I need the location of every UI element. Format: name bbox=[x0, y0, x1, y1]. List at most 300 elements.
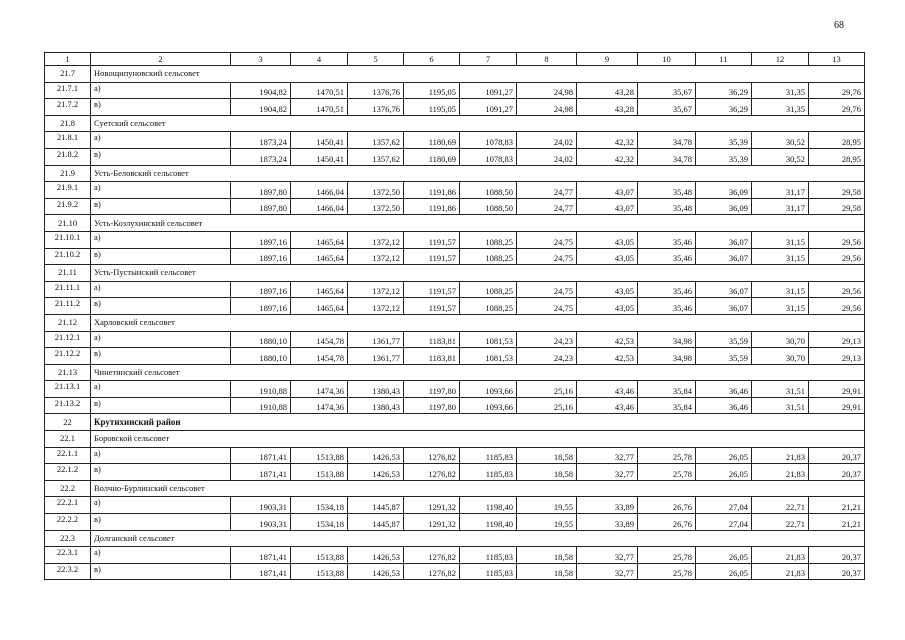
section-code: 21.7 bbox=[45, 66, 91, 83]
row-label: в) bbox=[91, 397, 231, 414]
row-code: 22.2.2 bbox=[45, 514, 91, 531]
value-cell: 1465,64 bbox=[291, 231, 348, 248]
row-code: 21.10.2 bbox=[45, 248, 91, 265]
value-cell: 1465,64 bbox=[291, 298, 348, 315]
section-row bbox=[45, 165, 865, 182]
value-cell: 26,05 bbox=[696, 447, 752, 464]
value-cell: 36,07 bbox=[696, 231, 752, 248]
row-code: 21.11.2 bbox=[45, 298, 91, 315]
value-cell: 31,35 bbox=[752, 99, 809, 116]
value-cell: 35,46 bbox=[638, 248, 696, 265]
value-cell: 1361,77 bbox=[348, 331, 404, 348]
table-row bbox=[45, 132, 865, 149]
value-cell: 1871,41 bbox=[231, 447, 291, 464]
value-cell: 1088,25 bbox=[460, 248, 517, 265]
section-code: 21.10 bbox=[45, 215, 91, 232]
value-cell: 20,37 bbox=[809, 447, 865, 464]
row-code: 21.12.2 bbox=[45, 348, 91, 365]
row-label: а) bbox=[91, 547, 231, 564]
value-cell: 20,37 bbox=[809, 547, 865, 564]
value-cell: 1897,16 bbox=[231, 281, 291, 298]
value-cell: 1880,10 bbox=[231, 331, 291, 348]
value-cell: 1426,53 bbox=[348, 563, 404, 580]
value-cell: 31,51 bbox=[752, 397, 809, 414]
table-row bbox=[45, 182, 865, 199]
value-cell: 1185,83 bbox=[460, 464, 517, 481]
value-cell: 1372,12 bbox=[348, 231, 404, 248]
value-cell: 1195,05 bbox=[404, 99, 460, 116]
section-row bbox=[45, 480, 865, 497]
row-code: 21.9.2 bbox=[45, 198, 91, 215]
value-cell: 1513,88 bbox=[291, 547, 348, 564]
row-label: в) bbox=[91, 198, 231, 215]
value-cell: 1078,83 bbox=[460, 148, 517, 165]
value-cell: 1191,57 bbox=[404, 281, 460, 298]
value-cell: 29,56 bbox=[809, 231, 865, 248]
value-cell: 1185,83 bbox=[460, 447, 517, 464]
section-row bbox=[45, 530, 865, 547]
value-cell: 36,46 bbox=[696, 397, 752, 414]
row-code: 22.3.2 bbox=[45, 563, 91, 580]
header-cell: 2 bbox=[91, 53, 231, 66]
value-cell: 1088,50 bbox=[460, 182, 517, 199]
value-cell: 28,95 bbox=[809, 148, 865, 165]
value-cell: 36,07 bbox=[696, 298, 752, 315]
section-code: 21.8 bbox=[45, 115, 91, 132]
page-number: 68 bbox=[834, 20, 844, 31]
value-cell: 21,83 bbox=[752, 547, 809, 564]
value-cell: 29,76 bbox=[809, 82, 865, 99]
section-code: 21.9 bbox=[45, 165, 91, 182]
value-cell: 35,84 bbox=[638, 397, 696, 414]
value-cell: 42,32 bbox=[577, 132, 638, 149]
value-cell: 25,78 bbox=[638, 563, 696, 580]
value-cell: 25,78 bbox=[638, 547, 696, 564]
value-cell: 35,39 bbox=[696, 132, 752, 149]
value-cell: 26,05 bbox=[696, 464, 752, 481]
value-cell: 26,76 bbox=[638, 514, 696, 531]
value-cell: 36,09 bbox=[696, 182, 752, 199]
value-cell: 1380,43 bbox=[348, 381, 404, 398]
value-cell: 29,13 bbox=[809, 331, 865, 348]
value-cell: 1450,41 bbox=[291, 148, 348, 165]
value-cell: 1897,80 bbox=[231, 198, 291, 215]
value-cell: 34,78 bbox=[638, 132, 696, 149]
value-cell: 25,78 bbox=[638, 447, 696, 464]
value-cell: 18,58 bbox=[517, 464, 577, 481]
value-cell: 22,71 bbox=[752, 514, 809, 531]
value-cell: 20,37 bbox=[809, 464, 865, 481]
value-cell: 30,52 bbox=[752, 132, 809, 149]
header-cell: 1 bbox=[45, 53, 91, 66]
value-cell: 1276,82 bbox=[404, 563, 460, 580]
value-cell: 34,78 bbox=[638, 148, 696, 165]
value-cell: 18,58 bbox=[517, 563, 577, 580]
value-cell: 24,75 bbox=[517, 298, 577, 315]
value-cell: 36,07 bbox=[696, 281, 752, 298]
header-cell: 9 bbox=[577, 53, 638, 66]
value-cell: 36,07 bbox=[696, 248, 752, 265]
value-cell: 21,21 bbox=[809, 497, 865, 514]
value-cell: 1871,41 bbox=[231, 563, 291, 580]
table-row bbox=[45, 514, 865, 531]
value-cell: 1466,04 bbox=[291, 182, 348, 199]
value-cell: 25,16 bbox=[517, 381, 577, 398]
value-cell: 35,59 bbox=[696, 348, 752, 365]
value-cell: 1426,53 bbox=[348, 447, 404, 464]
value-cell: 31,15 bbox=[752, 281, 809, 298]
value-cell: 31,15 bbox=[752, 248, 809, 265]
value-cell: 1185,83 bbox=[460, 547, 517, 564]
row-code: 21.13.1 bbox=[45, 381, 91, 398]
value-cell: 1191,57 bbox=[404, 231, 460, 248]
row-label: а) bbox=[91, 331, 231, 348]
value-cell: 24,23 bbox=[517, 331, 577, 348]
value-cell: 35,67 bbox=[638, 99, 696, 116]
section-title: Суетский сельсовет bbox=[91, 115, 865, 132]
value-cell: 1474,36 bbox=[291, 397, 348, 414]
value-cell: 1880,10 bbox=[231, 348, 291, 365]
value-cell: 1191,86 bbox=[404, 198, 460, 215]
value-cell: 43,05 bbox=[577, 281, 638, 298]
value-cell: 21,83 bbox=[752, 447, 809, 464]
row-label: а) bbox=[91, 231, 231, 248]
section-code: 22.2 bbox=[45, 480, 91, 497]
value-cell: 1276,82 bbox=[404, 547, 460, 564]
value-cell: 36,09 bbox=[696, 198, 752, 215]
value-cell: 35,84 bbox=[638, 381, 696, 398]
value-cell: 29,76 bbox=[809, 99, 865, 116]
value-cell: 43,05 bbox=[577, 298, 638, 315]
value-cell: 30,52 bbox=[752, 148, 809, 165]
value-cell: 1088,25 bbox=[460, 231, 517, 248]
value-cell: 1871,41 bbox=[231, 464, 291, 481]
value-cell: 24,02 bbox=[517, 148, 577, 165]
value-cell: 25,16 bbox=[517, 397, 577, 414]
header-cell: 7 bbox=[460, 53, 517, 66]
value-cell: 1361,77 bbox=[348, 348, 404, 365]
value-cell: 29,91 bbox=[809, 381, 865, 398]
header-cell: 10 bbox=[638, 53, 696, 66]
value-cell: 43,05 bbox=[577, 248, 638, 265]
table-row bbox=[45, 298, 865, 315]
value-cell: 1897,16 bbox=[231, 298, 291, 315]
value-cell: 1091,27 bbox=[460, 99, 517, 116]
header-cell: 11 bbox=[696, 53, 752, 66]
value-cell: 26,05 bbox=[696, 547, 752, 564]
value-cell: 20,37 bbox=[809, 563, 865, 580]
row-label: в) bbox=[91, 514, 231, 531]
section-title: Долганский сельсовет bbox=[91, 530, 865, 547]
table-row bbox=[45, 198, 865, 215]
table-row bbox=[45, 563, 865, 580]
row-label: а) bbox=[91, 497, 231, 514]
value-cell: 1465,64 bbox=[291, 281, 348, 298]
value-cell: 24,75 bbox=[517, 281, 577, 298]
tariff-table bbox=[44, 52, 865, 580]
value-cell: 1904,82 bbox=[231, 99, 291, 116]
section-title: Усть-Беловский сельсовет bbox=[91, 165, 865, 182]
row-code: 22.1.2 bbox=[45, 464, 91, 481]
row-code: 22.2.1 bbox=[45, 497, 91, 514]
row-code: 21.7.1 bbox=[45, 82, 91, 99]
value-cell: 21,83 bbox=[752, 563, 809, 580]
row-label: в) bbox=[91, 248, 231, 265]
value-cell: 30,70 bbox=[752, 348, 809, 365]
row-label: в) bbox=[91, 464, 231, 481]
table-row bbox=[45, 348, 865, 365]
value-cell: 43,07 bbox=[577, 198, 638, 215]
header-cell: 5 bbox=[348, 53, 404, 66]
value-cell: 35,39 bbox=[696, 148, 752, 165]
table-row bbox=[45, 82, 865, 99]
section-row bbox=[45, 265, 865, 282]
value-cell: 26,05 bbox=[696, 563, 752, 580]
table-row bbox=[45, 447, 865, 464]
value-cell: 1513,88 bbox=[291, 464, 348, 481]
value-cell: 1450,41 bbox=[291, 132, 348, 149]
row-label: а) bbox=[91, 381, 231, 398]
value-cell: 26,76 bbox=[638, 497, 696, 514]
value-cell: 1426,53 bbox=[348, 547, 404, 564]
value-cell: 1357,62 bbox=[348, 132, 404, 149]
value-cell: 1372,12 bbox=[348, 298, 404, 315]
district-row bbox=[45, 414, 865, 431]
value-cell: 1372,50 bbox=[348, 198, 404, 215]
value-cell: 43,28 bbox=[577, 99, 638, 116]
row-code: 21.13.2 bbox=[45, 397, 91, 414]
section-row bbox=[45, 115, 865, 132]
value-cell: 1897,16 bbox=[231, 231, 291, 248]
value-cell: 27,04 bbox=[696, 497, 752, 514]
value-cell: 35,46 bbox=[638, 281, 696, 298]
value-cell: 24,77 bbox=[517, 198, 577, 215]
header-cell: 6 bbox=[404, 53, 460, 66]
row-label: в) bbox=[91, 563, 231, 580]
value-cell: 1376,76 bbox=[348, 99, 404, 116]
value-cell: 1470,51 bbox=[291, 99, 348, 116]
value-cell: 31,17 bbox=[752, 182, 809, 199]
value-cell: 31,15 bbox=[752, 298, 809, 315]
header-cell: 3 bbox=[231, 53, 291, 66]
value-cell: 29,13 bbox=[809, 348, 865, 365]
section-row bbox=[45, 314, 865, 331]
value-cell: 1357,62 bbox=[348, 148, 404, 165]
value-cell: 1534,18 bbox=[291, 497, 348, 514]
value-cell: 1372,50 bbox=[348, 182, 404, 199]
value-cell: 1180,69 bbox=[404, 132, 460, 149]
value-cell: 1465,64 bbox=[291, 248, 348, 265]
section-code: 21.13 bbox=[45, 364, 91, 381]
section-row bbox=[45, 215, 865, 232]
value-cell: 1191,57 bbox=[404, 248, 460, 265]
value-cell: 35,46 bbox=[638, 298, 696, 315]
row-code: 22.1.1 bbox=[45, 447, 91, 464]
table-row bbox=[45, 397, 865, 414]
table-row bbox=[45, 464, 865, 481]
value-cell: 1081,53 bbox=[460, 348, 517, 365]
value-cell: 1904,82 bbox=[231, 82, 291, 99]
value-cell: 1445,87 bbox=[348, 497, 404, 514]
value-cell: 1454,78 bbox=[291, 348, 348, 365]
section-title: Усть-Пустынский сельсовет bbox=[91, 265, 865, 282]
value-cell: 19,55 bbox=[517, 497, 577, 514]
value-cell: 31,17 bbox=[752, 198, 809, 215]
row-label: а) bbox=[91, 82, 231, 99]
value-cell: 1466,04 bbox=[291, 198, 348, 215]
value-cell: 29,58 bbox=[809, 198, 865, 215]
value-cell: 1185,83 bbox=[460, 563, 517, 580]
value-cell: 29,56 bbox=[809, 281, 865, 298]
value-cell: 1454,78 bbox=[291, 331, 348, 348]
header-row bbox=[45, 53, 865, 66]
value-cell: 28,95 bbox=[809, 132, 865, 149]
value-cell: 34,98 bbox=[638, 331, 696, 348]
value-cell: 1513,88 bbox=[291, 563, 348, 580]
value-cell: 24,23 bbox=[517, 348, 577, 365]
value-cell: 24,75 bbox=[517, 231, 577, 248]
value-cell: 1903,31 bbox=[231, 514, 291, 531]
section-code: 21.11 bbox=[45, 265, 91, 282]
row-code: 21.8.1 bbox=[45, 132, 91, 149]
value-cell: 1372,12 bbox=[348, 281, 404, 298]
value-cell: 43,46 bbox=[577, 381, 638, 398]
table-row bbox=[45, 248, 865, 265]
value-cell: 18,58 bbox=[517, 547, 577, 564]
value-cell: 18,58 bbox=[517, 447, 577, 464]
value-cell: 32,77 bbox=[577, 464, 638, 481]
value-cell: 1910,88 bbox=[231, 381, 291, 398]
value-cell: 1871,41 bbox=[231, 547, 291, 564]
value-cell: 35,48 bbox=[638, 198, 696, 215]
value-cell: 31,15 bbox=[752, 231, 809, 248]
value-cell: 19,55 bbox=[517, 514, 577, 531]
row-label: а) bbox=[91, 447, 231, 464]
row-code: 21.12.1 bbox=[45, 331, 91, 348]
value-cell: 1197,80 bbox=[404, 381, 460, 398]
value-cell: 1198,40 bbox=[460, 497, 517, 514]
value-cell: 1088,50 bbox=[460, 198, 517, 215]
value-cell: 24,98 bbox=[517, 99, 577, 116]
value-cell: 1470,51 bbox=[291, 82, 348, 99]
value-cell: 1195,05 bbox=[404, 82, 460, 99]
value-cell: 1180,69 bbox=[404, 148, 460, 165]
value-cell: 1534,18 bbox=[291, 514, 348, 531]
section-title: Чинетинский сельсовет bbox=[91, 364, 865, 381]
value-cell: 1897,80 bbox=[231, 182, 291, 199]
value-cell: 1426,53 bbox=[348, 464, 404, 481]
value-cell: 1276,82 bbox=[404, 464, 460, 481]
value-cell: 1081,53 bbox=[460, 331, 517, 348]
section-code: 22 bbox=[45, 414, 91, 431]
header-cell: 13 bbox=[809, 53, 865, 66]
value-cell: 42,32 bbox=[577, 148, 638, 165]
value-cell: 1903,31 bbox=[231, 497, 291, 514]
value-cell: 1093,66 bbox=[460, 381, 517, 398]
value-cell: 36,29 bbox=[696, 82, 752, 99]
value-cell: 27,04 bbox=[696, 514, 752, 531]
value-cell: 36,29 bbox=[696, 99, 752, 116]
table-row bbox=[45, 497, 865, 514]
value-cell: 1088,25 bbox=[460, 298, 517, 315]
value-cell: 1910,88 bbox=[231, 397, 291, 414]
value-cell: 1897,16 bbox=[231, 248, 291, 265]
value-cell: 35,48 bbox=[638, 182, 696, 199]
value-cell: 24,77 bbox=[517, 182, 577, 199]
row-code: 21.8.2 bbox=[45, 148, 91, 165]
row-label: а) bbox=[91, 132, 231, 149]
value-cell: 1093,66 bbox=[460, 397, 517, 414]
table-header bbox=[45, 53, 865, 66]
value-cell: 1474,36 bbox=[291, 381, 348, 398]
value-cell: 1276,82 bbox=[404, 447, 460, 464]
value-cell: 1078,83 bbox=[460, 132, 517, 149]
row-code: 21.11.1 bbox=[45, 281, 91, 298]
value-cell: 1372,12 bbox=[348, 248, 404, 265]
value-cell: 43,05 bbox=[577, 231, 638, 248]
header-cell: 4 bbox=[291, 53, 348, 66]
row-label: а) bbox=[91, 281, 231, 298]
value-cell: 1198,40 bbox=[460, 514, 517, 531]
row-label: в) bbox=[91, 148, 231, 165]
value-cell: 34,98 bbox=[638, 348, 696, 365]
row-label: в) bbox=[91, 348, 231, 365]
table-row bbox=[45, 331, 865, 348]
value-cell: 24,98 bbox=[517, 82, 577, 99]
value-cell: 1873,24 bbox=[231, 132, 291, 149]
value-cell: 36,46 bbox=[696, 381, 752, 398]
value-cell: 25,78 bbox=[638, 464, 696, 481]
value-cell: 24,75 bbox=[517, 248, 577, 265]
value-cell: 42,53 bbox=[577, 348, 638, 365]
value-cell: 1183,81 bbox=[404, 331, 460, 348]
value-cell: 29,56 bbox=[809, 248, 865, 265]
table-row bbox=[45, 99, 865, 116]
value-cell: 1197,80 bbox=[404, 397, 460, 414]
value-cell: 1873,24 bbox=[231, 148, 291, 165]
section-title: Волчно-Бурлинский сельсовет bbox=[91, 480, 865, 497]
header-cell: 12 bbox=[752, 53, 809, 66]
section-code: 22.3 bbox=[45, 530, 91, 547]
value-cell: 1291,32 bbox=[404, 497, 460, 514]
section-row bbox=[45, 431, 865, 448]
value-cell: 35,59 bbox=[696, 331, 752, 348]
value-cell: 1291,32 bbox=[404, 514, 460, 531]
section-row bbox=[45, 66, 865, 83]
value-cell: 35,46 bbox=[638, 231, 696, 248]
section-title: Харловский сельсовет bbox=[91, 314, 865, 331]
row-code: 21.9.1 bbox=[45, 182, 91, 199]
table-row bbox=[45, 281, 865, 298]
value-cell: 1091,27 bbox=[460, 82, 517, 99]
section-code: 22.1 bbox=[45, 431, 91, 448]
value-cell: 1380,43 bbox=[348, 397, 404, 414]
value-cell: 21,83 bbox=[752, 464, 809, 481]
district-title: Крутихинский район bbox=[91, 414, 865, 431]
value-cell: 32,77 bbox=[577, 447, 638, 464]
row-label: в) bbox=[91, 99, 231, 116]
value-cell: 1513,88 bbox=[291, 447, 348, 464]
value-cell: 1376,76 bbox=[348, 82, 404, 99]
value-cell: 29,56 bbox=[809, 298, 865, 315]
row-code: 22.3.1 bbox=[45, 547, 91, 564]
value-cell: 43,07 bbox=[577, 182, 638, 199]
value-cell: 29,58 bbox=[809, 182, 865, 199]
value-cell: 24,02 bbox=[517, 132, 577, 149]
section-code: 21.12 bbox=[45, 314, 91, 331]
table-row bbox=[45, 381, 865, 398]
value-cell: 33,89 bbox=[577, 497, 638, 514]
